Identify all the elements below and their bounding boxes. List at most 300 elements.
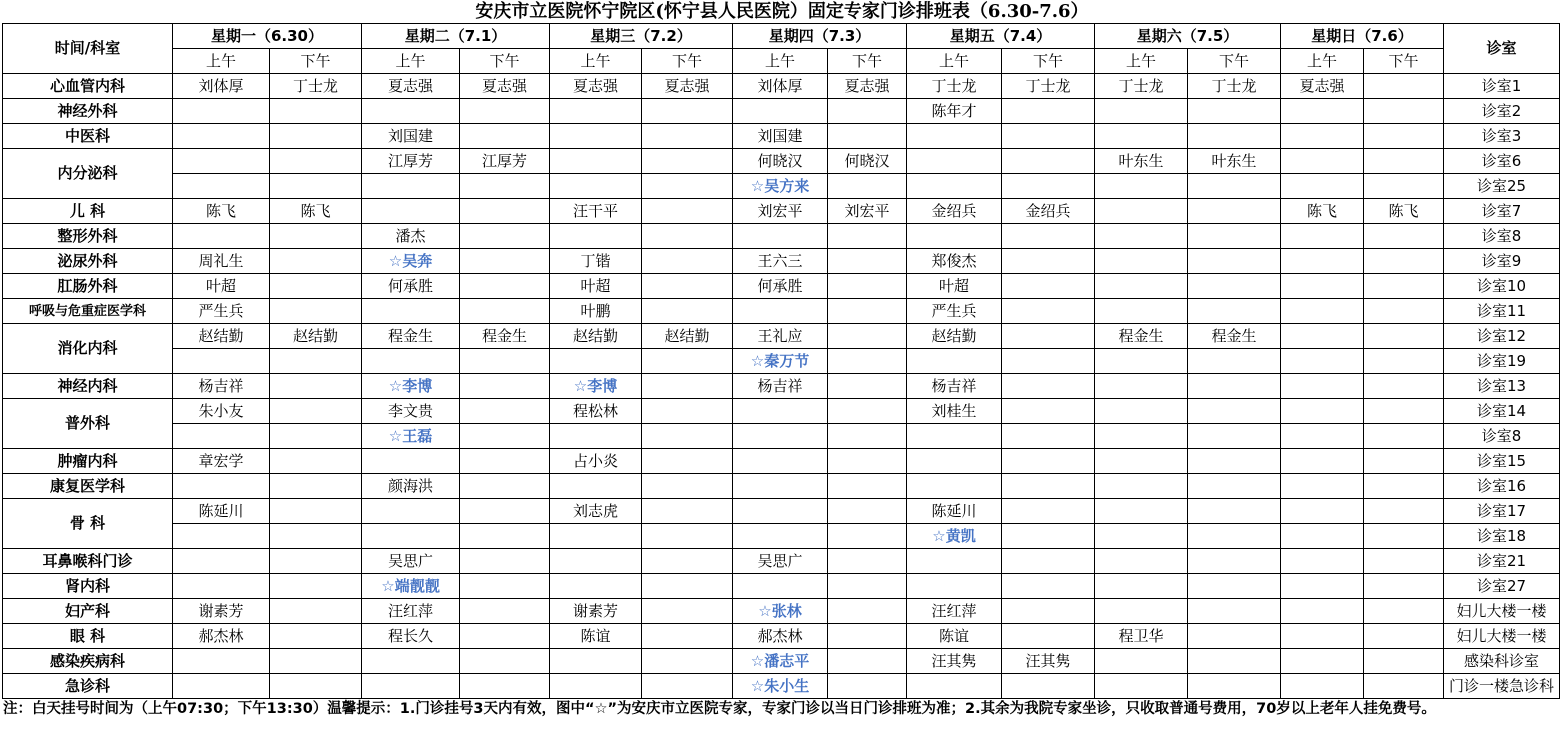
room-header: 诊室 xyxy=(1444,24,1560,74)
doctor-cell xyxy=(1002,624,1095,649)
doctor-cell xyxy=(907,224,1002,249)
doctor-cell xyxy=(1002,124,1095,149)
pm-header: 下午 xyxy=(460,49,550,74)
doctor-cell xyxy=(642,524,733,549)
doctor-cell xyxy=(460,424,550,449)
room-cell: 诊室12 xyxy=(1444,324,1560,349)
doctor-cell: 叶超 xyxy=(550,274,642,299)
schedule-row xyxy=(3,249,1560,274)
day-header: 星期三（7.2） xyxy=(550,24,733,49)
doctor-cell xyxy=(907,124,1002,149)
doctor-cell: 程卫华 xyxy=(1095,624,1188,649)
doctor-cell xyxy=(1364,274,1444,299)
doctor-cell xyxy=(1188,524,1281,549)
room-cell: 诊室6 xyxy=(1444,149,1560,174)
day-header: 星期二（7.1） xyxy=(362,24,550,49)
doctor-cell xyxy=(550,649,642,674)
doctor-cell xyxy=(270,349,362,374)
doctor-cell xyxy=(173,474,270,499)
doctor-cell xyxy=(1095,199,1188,224)
doctor-cell xyxy=(270,524,362,549)
doctor-cell xyxy=(1281,524,1364,549)
doctor-cell xyxy=(1281,224,1364,249)
doctor-cell: 杨吉祥 xyxy=(733,374,828,399)
doctor-cell xyxy=(828,549,907,574)
doctor-cell xyxy=(270,249,362,274)
doctor-cell xyxy=(1002,324,1095,349)
doctor-cell: 潘杰 xyxy=(362,224,460,249)
department-cell: 神经内科 xyxy=(3,374,173,399)
doctor-cell xyxy=(1281,399,1364,424)
doctor-cell xyxy=(1095,224,1188,249)
doctor-cell xyxy=(460,374,550,399)
doctor-cell xyxy=(1095,549,1188,574)
department-cell: 泌尿外科 xyxy=(3,249,173,274)
doctor-cell xyxy=(460,174,550,199)
am-header: 上午 xyxy=(173,49,270,74)
schedule-row xyxy=(3,474,1560,499)
doctor-cell xyxy=(1281,624,1364,649)
am-header: 上午 xyxy=(1095,49,1188,74)
doctor-cell: 陈谊 xyxy=(550,624,642,649)
doctor-cell xyxy=(270,99,362,124)
doctor-cell xyxy=(270,424,362,449)
doctor-cell xyxy=(642,124,733,149)
doctor-cell xyxy=(1364,549,1444,574)
doctor-cell xyxy=(828,599,907,624)
department-cell: 肛肠外科 xyxy=(3,274,173,299)
doctor-cell xyxy=(642,274,733,299)
room-cell: 诊室1 xyxy=(1444,74,1560,99)
doctor-cell xyxy=(907,449,1002,474)
doctor-cell xyxy=(1002,549,1095,574)
am-header: 上午 xyxy=(550,49,642,74)
doctor-cell xyxy=(270,574,362,599)
doctor-cell xyxy=(642,499,733,524)
doctor-cell xyxy=(1188,224,1281,249)
doctor-cell xyxy=(1002,524,1095,549)
doctor-cell: ☆张林 xyxy=(733,599,828,624)
doctor-cell xyxy=(270,499,362,524)
doctor-cell: 赵结勤 xyxy=(642,324,733,349)
doctor-cell xyxy=(642,399,733,424)
doctor-cell: 赵结勤 xyxy=(270,324,362,349)
day-header: 星期一（6.30） xyxy=(173,24,362,49)
doctor-cell: 丁士龙 xyxy=(1188,74,1281,99)
doctor-cell xyxy=(828,99,907,124)
doctor-cell: 叶鹏 xyxy=(550,299,642,324)
doctor-cell: 何承胜 xyxy=(733,274,828,299)
doctor-cell xyxy=(733,574,828,599)
doctor-cell: 丁锴 xyxy=(550,249,642,274)
day-header: 星期六（7.5） xyxy=(1095,24,1281,49)
doctor-cell xyxy=(1281,124,1364,149)
department-cell: 感染疾病科 xyxy=(3,649,173,674)
doctor-cell xyxy=(460,349,550,374)
department-cell: 呼吸与危重症医学科 xyxy=(3,299,173,324)
doctor-cell: 叶东生 xyxy=(1188,149,1281,174)
room-cell: 诊室27 xyxy=(1444,574,1560,599)
doctor-cell xyxy=(1364,524,1444,549)
doctor-cell xyxy=(1281,374,1364,399)
doctor-cell xyxy=(642,174,733,199)
doctor-cell xyxy=(828,524,907,549)
doctor-cell: 郑俊杰 xyxy=(907,249,1002,274)
doctor-cell xyxy=(642,474,733,499)
doctor-cell xyxy=(733,399,828,424)
doctor-cell xyxy=(828,324,907,349)
doctor-cell xyxy=(1095,649,1188,674)
doctor-cell xyxy=(907,549,1002,574)
doctor-cell xyxy=(733,99,828,124)
doctor-cell xyxy=(907,349,1002,374)
room-cell: 诊室19 xyxy=(1444,349,1560,374)
doctor-cell: 何晓汉 xyxy=(828,149,907,174)
doctor-cell xyxy=(828,474,907,499)
doctor-cell xyxy=(270,274,362,299)
schedule-row xyxy=(3,449,1560,474)
doctor-cell xyxy=(1002,449,1095,474)
doctor-cell xyxy=(1364,424,1444,449)
doctor-cell xyxy=(828,274,907,299)
doctor-cell xyxy=(460,674,550,699)
doctor-cell xyxy=(1364,149,1444,174)
doctor-cell xyxy=(1095,374,1188,399)
doctor-cell: 江厚芳 xyxy=(460,149,550,174)
doctor-cell xyxy=(1188,124,1281,149)
doctor-cell xyxy=(828,574,907,599)
doctor-cell xyxy=(1364,324,1444,349)
doctor-cell xyxy=(907,574,1002,599)
doctor-cell xyxy=(1002,499,1095,524)
doctor-cell xyxy=(828,649,907,674)
doctor-cell xyxy=(270,124,362,149)
doctor-cell xyxy=(1002,224,1095,249)
doctor-cell xyxy=(1095,449,1188,474)
doctor-cell xyxy=(1281,149,1364,174)
schedule-row xyxy=(3,174,1560,199)
doctor-cell xyxy=(270,549,362,574)
doctor-cell: 何承胜 xyxy=(362,274,460,299)
doctor-cell xyxy=(550,124,642,149)
doctor-cell: 陈飞 xyxy=(1364,199,1444,224)
doctor-cell xyxy=(460,224,550,249)
doctor-cell xyxy=(1002,299,1095,324)
doctor-cell xyxy=(733,424,828,449)
department-cell: 整形外科 xyxy=(3,224,173,249)
schedule-row xyxy=(3,374,1560,399)
doctor-cell: ☆李博 xyxy=(362,374,460,399)
doctor-cell xyxy=(642,599,733,624)
doctor-cell: 何晓汉 xyxy=(733,149,828,174)
doctor-cell xyxy=(907,149,1002,174)
doctor-cell: ☆秦万节 xyxy=(733,349,828,374)
schedule-row xyxy=(3,624,1560,649)
doctor-cell xyxy=(362,649,460,674)
doctor-cell xyxy=(733,299,828,324)
doctor-cell: 汪红萍 xyxy=(907,599,1002,624)
schedule-table xyxy=(2,23,1560,699)
doctor-cell xyxy=(1364,374,1444,399)
doctor-cell xyxy=(1002,674,1095,699)
room-cell: 诊室18 xyxy=(1444,524,1560,549)
doctor-cell: 陈延川 xyxy=(173,499,270,524)
doctor-cell xyxy=(550,149,642,174)
pm-header: 下午 xyxy=(270,49,362,74)
room-cell: 诊室10 xyxy=(1444,274,1560,299)
doctor-cell xyxy=(828,449,907,474)
doctor-cell: 刘国建 xyxy=(362,124,460,149)
doctor-cell: 严生兵 xyxy=(907,299,1002,324)
day-header: 星期日（7.6） xyxy=(1281,24,1444,49)
doctor-cell: 程松林 xyxy=(550,399,642,424)
doctor-cell xyxy=(173,424,270,449)
doctor-cell xyxy=(550,224,642,249)
doctor-cell xyxy=(1364,99,1444,124)
doctor-cell: 汪其隽 xyxy=(1002,649,1095,674)
doctor-cell xyxy=(460,274,550,299)
doctor-cell xyxy=(1281,574,1364,599)
department-cell: 肿瘤内科 xyxy=(3,449,173,474)
doctor-cell xyxy=(1281,649,1364,674)
doctor-cell: 程长久 xyxy=(362,624,460,649)
doctor-cell xyxy=(270,374,362,399)
doctor-cell xyxy=(642,199,733,224)
doctor-cell xyxy=(1188,574,1281,599)
doctor-cell xyxy=(1281,274,1364,299)
am-header: 上午 xyxy=(1281,49,1364,74)
doctor-cell xyxy=(1095,424,1188,449)
doctor-cell: 郝杰林 xyxy=(173,624,270,649)
doctor-cell xyxy=(550,474,642,499)
doctor-cell xyxy=(1188,424,1281,449)
doctor-cell xyxy=(1188,249,1281,274)
room-cell: 诊室9 xyxy=(1444,249,1560,274)
doctor-cell xyxy=(733,224,828,249)
room-cell: 诊室16 xyxy=(1444,474,1560,499)
doctor-cell xyxy=(550,549,642,574)
doctor-cell: 汪干平 xyxy=(550,199,642,224)
doctor-cell: 程金生 xyxy=(362,324,460,349)
doctor-cell: 汪红萍 xyxy=(362,599,460,624)
doctor-cell: ☆吴方来 xyxy=(733,174,828,199)
doctor-cell xyxy=(1002,374,1095,399)
doctor-cell: 金绍兵 xyxy=(907,199,1002,224)
doctor-cell xyxy=(460,549,550,574)
doctor-cell xyxy=(270,299,362,324)
pm-header: 下午 xyxy=(642,49,733,74)
header-row-periods xyxy=(3,49,1560,74)
doctor-cell xyxy=(550,674,642,699)
doctor-cell xyxy=(1002,274,1095,299)
doctor-cell xyxy=(270,174,362,199)
room-cell: 诊室17 xyxy=(1444,499,1560,524)
doctor-cell xyxy=(1281,349,1364,374)
doctor-cell xyxy=(642,149,733,174)
doctor-cell: ☆黄凯 xyxy=(907,524,1002,549)
doctor-cell xyxy=(270,674,362,699)
schedule-row xyxy=(3,149,1560,174)
doctor-cell: 赵结勤 xyxy=(907,324,1002,349)
doctor-cell xyxy=(270,224,362,249)
doctor-cell xyxy=(173,149,270,174)
doctor-cell: 陈延川 xyxy=(907,499,1002,524)
schedule-row xyxy=(3,499,1560,524)
doctor-cell xyxy=(1281,674,1364,699)
doctor-cell xyxy=(1095,99,1188,124)
doctor-cell xyxy=(1188,399,1281,424)
doctor-cell xyxy=(828,499,907,524)
doctor-cell xyxy=(1188,99,1281,124)
doctor-cell xyxy=(1364,399,1444,424)
schedule-row xyxy=(3,674,1560,699)
doctor-cell xyxy=(1281,474,1364,499)
doctor-cell xyxy=(1364,499,1444,524)
doctor-cell xyxy=(1281,174,1364,199)
doctor-cell xyxy=(1281,549,1364,574)
doctor-cell: ☆李博 xyxy=(550,374,642,399)
doctor-cell: 叶东生 xyxy=(1095,149,1188,174)
doctor-cell xyxy=(362,174,460,199)
doctor-cell: 夏志强 xyxy=(642,74,733,99)
doctor-cell xyxy=(1188,449,1281,474)
doctor-cell: ☆王磊 xyxy=(362,424,460,449)
doctor-cell xyxy=(642,224,733,249)
doctor-cell xyxy=(828,399,907,424)
doctor-cell: 刘宏平 xyxy=(733,199,828,224)
doctor-cell: 刘体厚 xyxy=(733,74,828,99)
doctor-cell xyxy=(1364,124,1444,149)
room-cell: 诊室14 xyxy=(1444,399,1560,424)
doctor-cell xyxy=(828,374,907,399)
doctor-cell xyxy=(1188,474,1281,499)
doctor-cell xyxy=(1188,599,1281,624)
schedule-row xyxy=(3,199,1560,224)
doctor-cell xyxy=(1281,249,1364,274)
doctor-cell xyxy=(642,424,733,449)
department-cell: 骨 科 xyxy=(3,499,173,549)
doctor-cell xyxy=(1095,499,1188,524)
doctor-cell xyxy=(270,474,362,499)
schedule-row xyxy=(3,649,1560,674)
doctor-cell: 杨吉祥 xyxy=(173,374,270,399)
doctor-cell: 谢素芳 xyxy=(173,599,270,624)
doctor-cell xyxy=(642,99,733,124)
doctor-cell xyxy=(173,124,270,149)
doctor-cell xyxy=(1364,649,1444,674)
doctor-cell xyxy=(270,599,362,624)
room-cell: 妇儿大楼一楼 xyxy=(1444,599,1560,624)
doctor-cell xyxy=(1095,674,1188,699)
doctor-cell xyxy=(1095,174,1188,199)
room-cell: 妇儿大楼一楼 xyxy=(1444,624,1560,649)
room-cell: 诊室3 xyxy=(1444,124,1560,149)
doctor-cell: 刘体厚 xyxy=(173,74,270,99)
am-header: 上午 xyxy=(907,49,1002,74)
department-cell: 神经外科 xyxy=(3,99,173,124)
doctor-cell xyxy=(828,174,907,199)
schedule-row xyxy=(3,74,1560,99)
doctor-cell xyxy=(460,524,550,549)
doctor-cell xyxy=(1095,524,1188,549)
doctor-cell xyxy=(642,449,733,474)
room-cell: 感染科诊室 xyxy=(1444,649,1560,674)
department-cell: 普外科 xyxy=(3,399,173,449)
doctor-cell: 朱小友 xyxy=(173,399,270,424)
doctor-cell: 刘桂生 xyxy=(907,399,1002,424)
doctor-cell: 赵结勤 xyxy=(550,324,642,349)
doctor-cell xyxy=(460,624,550,649)
doctor-cell: 陈年才 xyxy=(907,99,1002,124)
doctor-cell xyxy=(828,424,907,449)
doctor-cell: 赵结勤 xyxy=(173,324,270,349)
doctor-cell: 金绍兵 xyxy=(1002,199,1095,224)
doctor-cell xyxy=(173,549,270,574)
doctor-cell xyxy=(460,449,550,474)
room-cell: 诊室21 xyxy=(1444,549,1560,574)
doctor-cell xyxy=(642,349,733,374)
doctor-cell: 丁士龙 xyxy=(270,74,362,99)
room-cell: 诊室2 xyxy=(1444,99,1560,124)
doctor-cell xyxy=(1188,299,1281,324)
doctor-cell xyxy=(173,649,270,674)
schedule-row xyxy=(3,574,1560,599)
doctor-cell: 杨吉祥 xyxy=(907,374,1002,399)
doctor-cell xyxy=(828,299,907,324)
doctor-cell xyxy=(1002,249,1095,274)
doctor-cell: 郝杰林 xyxy=(733,624,828,649)
doctor-cell xyxy=(173,524,270,549)
doctor-cell xyxy=(1002,424,1095,449)
doctor-cell xyxy=(550,424,642,449)
schedule-row xyxy=(3,524,1560,549)
schedule-row xyxy=(3,324,1560,349)
am-header: 上午 xyxy=(733,49,828,74)
doctor-cell: ☆端靓靓 xyxy=(362,574,460,599)
doctor-cell xyxy=(1095,249,1188,274)
doctor-cell: 程金生 xyxy=(1095,324,1188,349)
schedule-row xyxy=(3,399,1560,424)
schedule-row xyxy=(3,424,1560,449)
doctor-cell: 王礼应 xyxy=(733,324,828,349)
doctor-cell: ☆吴奔 xyxy=(362,249,460,274)
doctor-cell xyxy=(1364,349,1444,374)
doctor-cell: 严生兵 xyxy=(173,299,270,324)
schedule-row xyxy=(3,224,1560,249)
doctor-cell: 吴思广 xyxy=(733,549,828,574)
doctor-cell xyxy=(907,674,1002,699)
doctor-cell: 陈飞 xyxy=(270,199,362,224)
doctor-cell: 程金生 xyxy=(460,324,550,349)
doctor-cell xyxy=(1095,474,1188,499)
doctor-cell xyxy=(1002,99,1095,124)
doctor-cell xyxy=(1364,474,1444,499)
doctor-cell: 吴思广 xyxy=(362,549,460,574)
doctor-cell: 汪其隽 xyxy=(907,649,1002,674)
doctor-cell xyxy=(1364,624,1444,649)
doctor-cell: 陈飞 xyxy=(1281,199,1364,224)
schedule-row xyxy=(3,549,1560,574)
doctor-cell xyxy=(1002,399,1095,424)
doctor-cell xyxy=(828,249,907,274)
doctor-cell: 王六三 xyxy=(733,249,828,274)
doctor-cell: 叶超 xyxy=(907,274,1002,299)
doctor-cell xyxy=(460,299,550,324)
doctor-cell xyxy=(460,199,550,224)
corner-header: 时间/科室 xyxy=(3,24,173,74)
day-header: 星期五（7.4） xyxy=(907,24,1095,49)
doctor-cell xyxy=(907,174,1002,199)
